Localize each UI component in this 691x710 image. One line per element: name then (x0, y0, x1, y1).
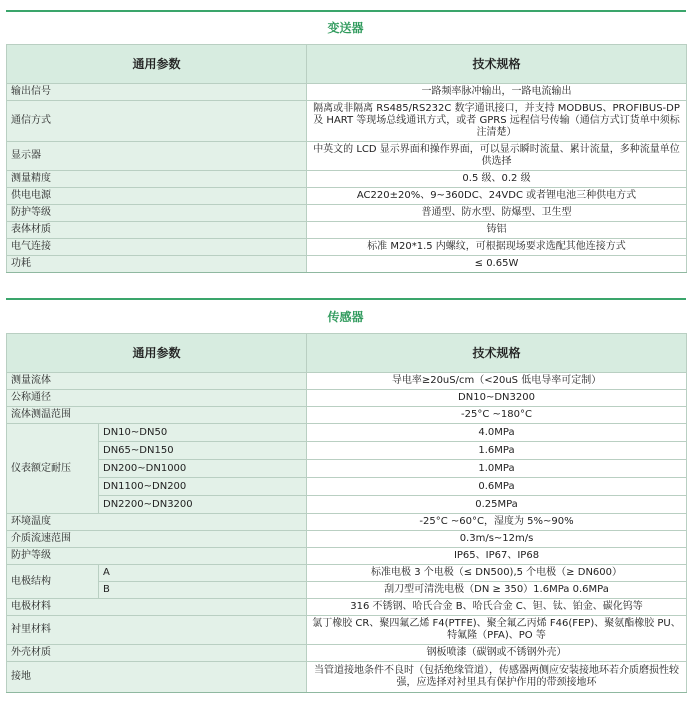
value-cell: 刮刀型可清洗电极（DN ≥ 350）1.6MPa 0.6MPa (307, 582, 687, 599)
param-cell: 环境温度 (7, 514, 307, 531)
value-cell: 铸铝 (307, 222, 687, 239)
param-cell: 外壳材质 (7, 645, 307, 662)
value-cell: 1.6MPa (307, 442, 687, 460)
size-cell: DN2200~DN3200 (99, 496, 307, 514)
header-spec: 技术规格 (307, 334, 687, 373)
value-cell: 标准 M20*1.5 内螺纹，可根据现场要求选配其他连接方式 (307, 239, 687, 256)
value-cell: 当管道接地条件不良时（包括绝缘管道），传感器两侧应安装接地环若介质磨损性较强，应选择对衬里具有保护作用的带颈接地环 (307, 662, 687, 693)
type-cell: A (99, 565, 307, 582)
value-cell: 隔离或非隔离 RS485/RS232C 数字通讯接口，并支持 MODBUS、PROFIBUS-DP 及 HART 等现场总线通讯方式，或者 GPRS 远程信号传输（通信方式订货单中须标注清楚） (307, 101, 687, 142)
section-top-rule (6, 10, 686, 12)
param-cell: 介质流速范围 (7, 531, 307, 548)
param-cell: 通信方式 (7, 101, 307, 142)
sensor-table (6, 333, 687, 693)
value-cell: 0.3m/s~12m/s (307, 531, 687, 548)
header-spec: 技术规格 (307, 45, 687, 84)
param-cell: 功耗 (7, 256, 307, 273)
header-param: 通用参数 (7, 45, 307, 84)
section-top-rule (6, 298, 686, 300)
param-cell: 流体测温范围 (7, 407, 307, 424)
param-cell: 表体材质 (7, 222, 307, 239)
param-cell: 公称通径 (7, 390, 307, 407)
size-cell: DN65~DN150 (99, 442, 307, 460)
section-title-sensor: 传感器 (327, 310, 364, 324)
size-cell: DN10~DN50 (99, 424, 307, 442)
value-cell: 4.0MPa (307, 424, 687, 442)
param-cell: 测量流体 (7, 373, 307, 390)
section-title-transmitter: 变送器 (327, 21, 364, 35)
value-cell: 0.6MPa (307, 478, 687, 496)
value-cell: 0.5 级、0.2 级 (307, 171, 687, 188)
param-cell: 电极材料 (7, 599, 307, 616)
transmitter-table (6, 44, 687, 273)
value-cell: IP65、IP67、IP68 (307, 548, 687, 565)
value-cell: 0.25MPa (307, 496, 687, 514)
param-cell: 显示器 (7, 142, 307, 171)
value-cell: 导电率≥20uS/cm（<20uS 低电导率可定制） (307, 373, 687, 390)
size-cell: DN1100~DN200 (99, 478, 307, 496)
value-cell: AC220±20%、9~360DC、24VDC 或者锂电池三种供电方式 (307, 188, 687, 205)
value-cell: 316 不锈钢、哈氏合金 B、哈氏合金 C、钽、钛、铂金、碳化钨等 (307, 599, 687, 616)
param-cell: 防护等级 (7, 205, 307, 222)
electrode-param-cell: 电极结构 (7, 565, 99, 599)
value-cell: 氯丁橡胶 CR、聚四氟乙烯 F4(PTFE)、聚全氟乙丙烯 F46(FEP)、聚氨酯橡胶 PU、特氟隆（PFA)、PO 等 (307, 616, 687, 645)
value-cell: -25°C ~60°C，湿度为 5%~90% (307, 514, 687, 531)
value-cell: 中英文的 LCD 显示界面和操作界面，可以显示瞬时流量、累计流量，多种流量单位供选择 (307, 142, 687, 171)
param-cell: 电气连接 (7, 239, 307, 256)
param-cell: 测量精度 (7, 171, 307, 188)
value-cell: ≤ 0.65W (307, 256, 687, 273)
param-cell: 输出信号 (7, 84, 307, 101)
value-cell: 1.0MPa (307, 460, 687, 478)
value-cell: 标准电极 3 个电极（≤ DN500),5 个电极（≥ DN600） (307, 565, 687, 582)
value-cell: 一路频率脉冲输出，一路电流输出 (307, 84, 687, 101)
param-cell: 衬里材料 (7, 616, 307, 645)
value-cell: 钢板喷漆（碳钢或不锈钢外壳） (307, 645, 687, 662)
value-cell: 普通型、防水型、防爆型、卫生型 (307, 205, 687, 222)
value-cell: -25°C ~180°C (307, 407, 687, 424)
param-cell: 防护等级 (7, 548, 307, 565)
type-cell: B (99, 582, 307, 599)
param-cell: 供电电源 (7, 188, 307, 205)
param-cell: 接地 (7, 662, 307, 693)
pressure-param-cell: 仪表额定耐压 (7, 424, 99, 514)
value-cell: DN10~DN3200 (307, 390, 687, 407)
header-param: 通用参数 (7, 334, 307, 373)
size-cell: DN200~DN1000 (99, 460, 307, 478)
